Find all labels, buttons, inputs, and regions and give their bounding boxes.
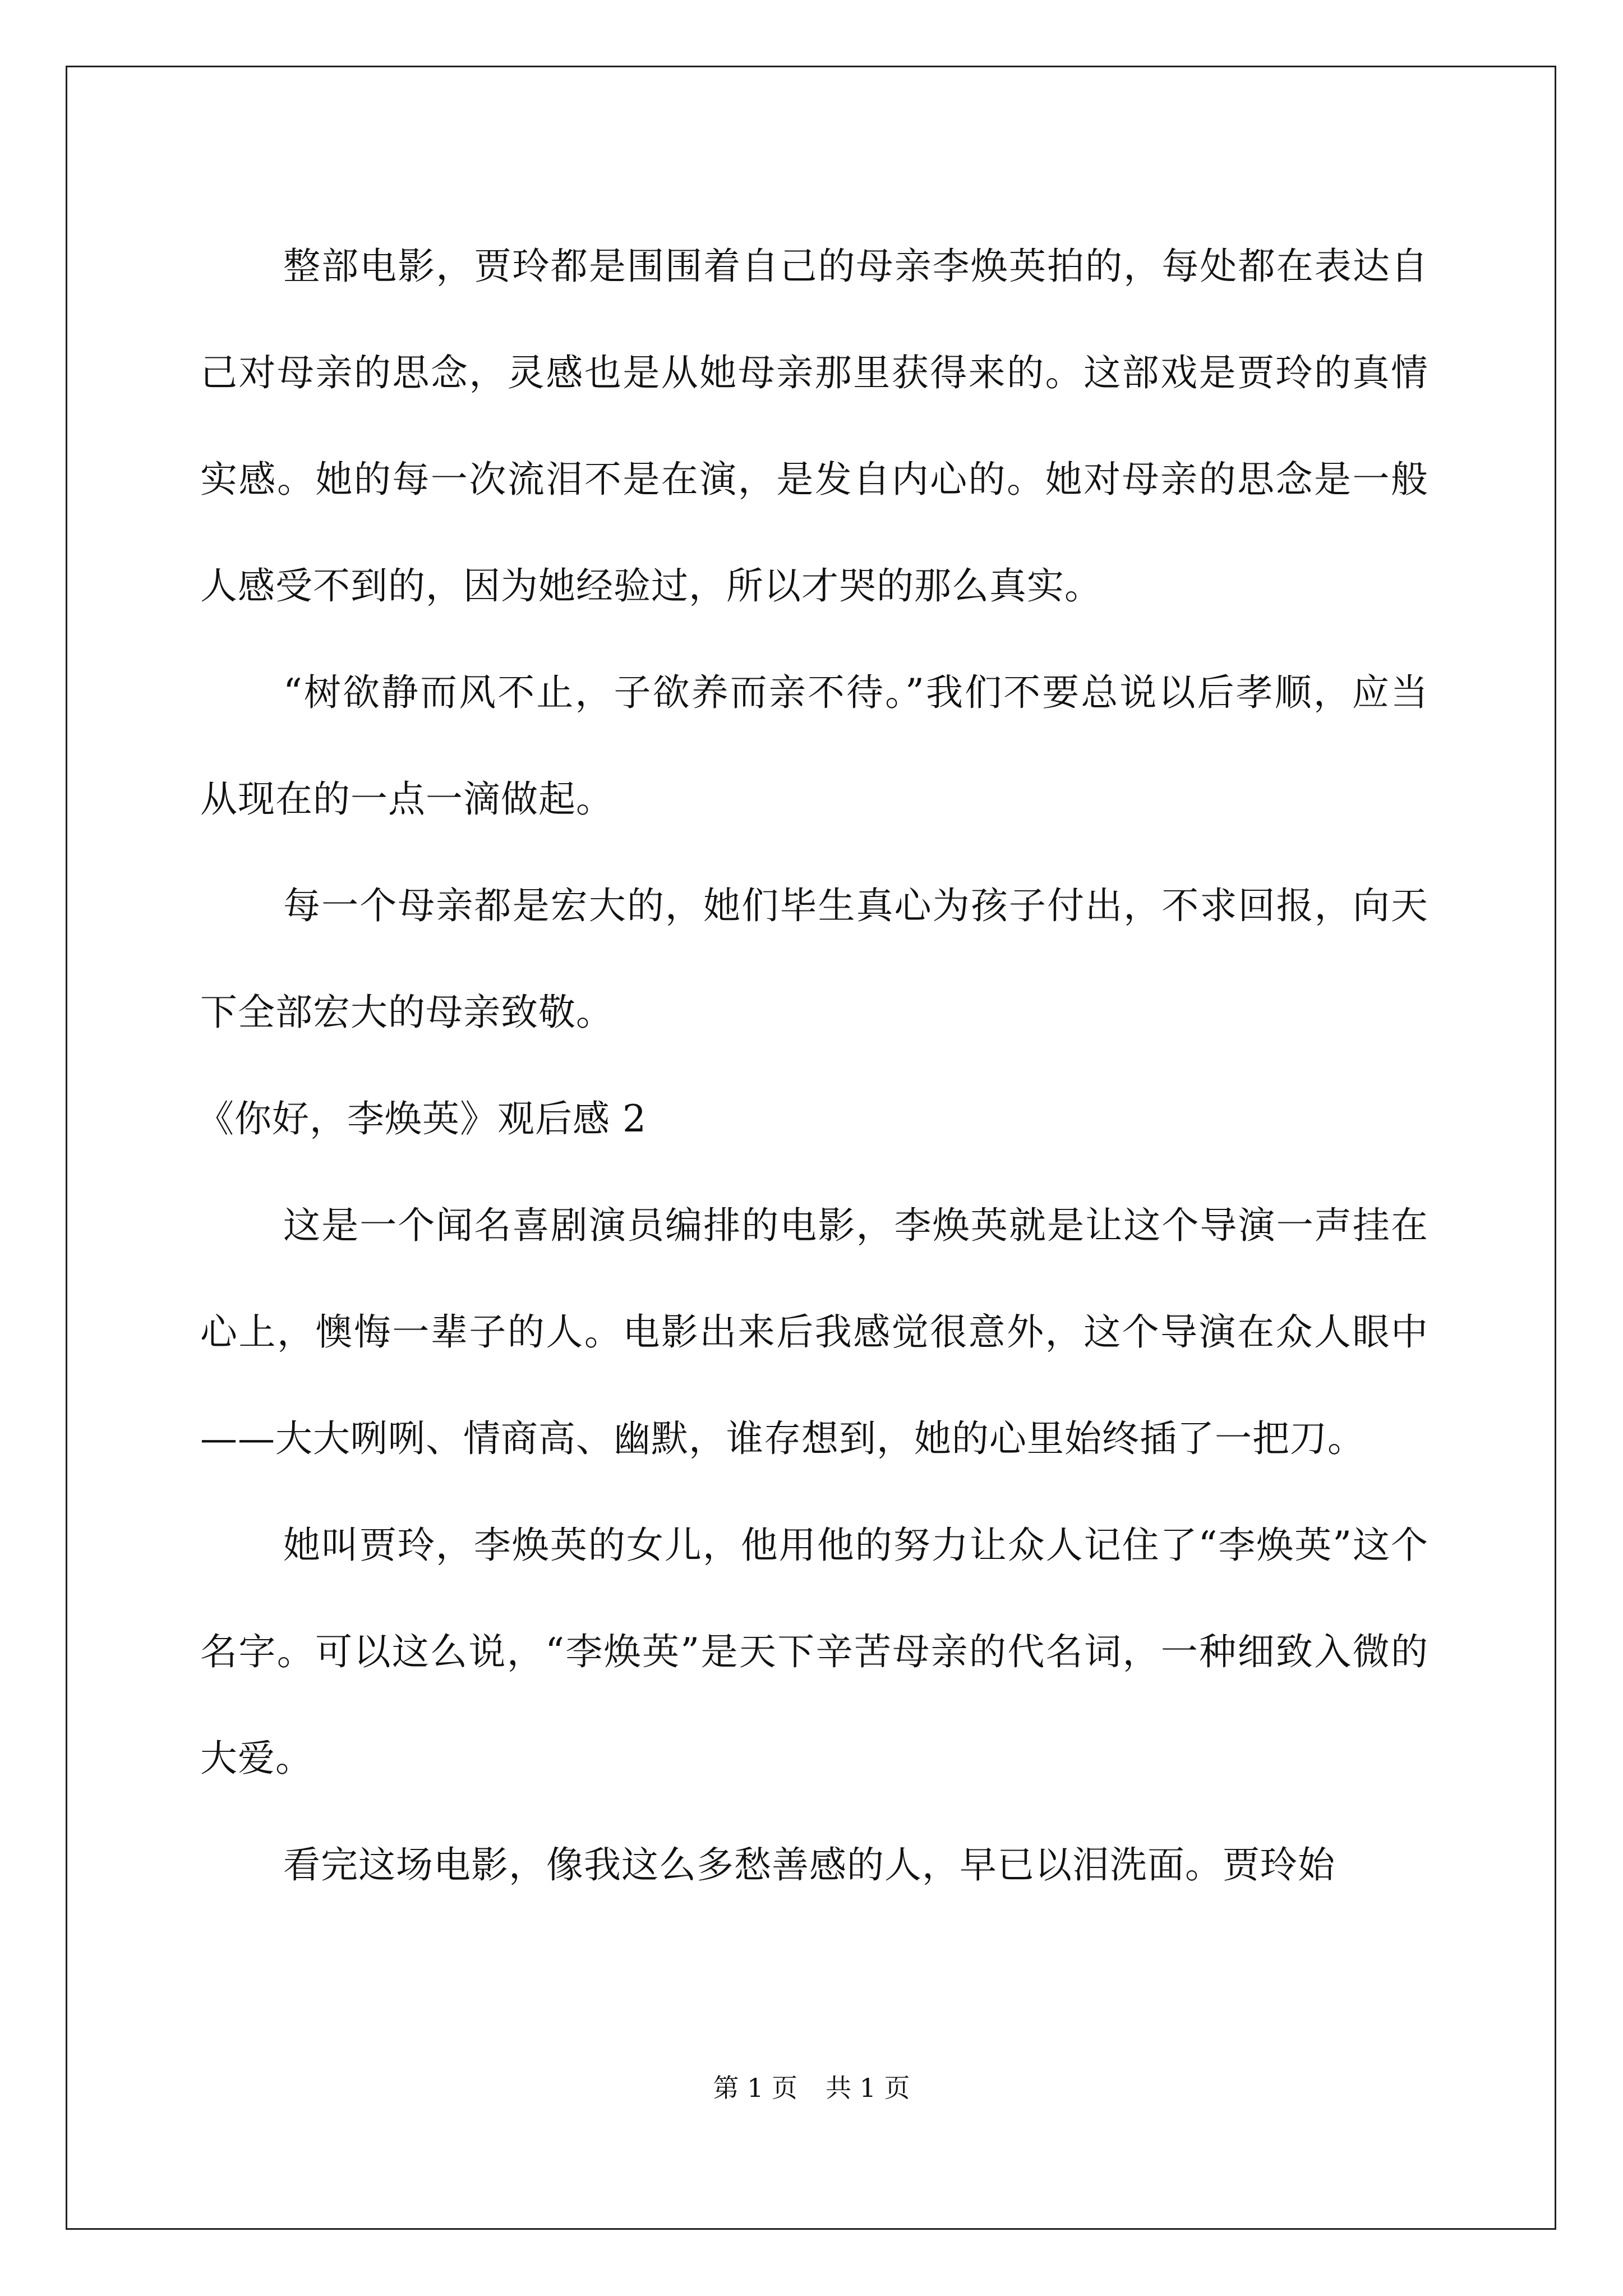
page-footer xyxy=(0,2071,1623,2105)
paragraph-6: 她叫贾玲，李焕英的女儿，他用他的努力让众人记住了“李焕英”这个名字。可以这么说，“李焕英”是天下辛苦母亲的代名词，一种细致入微的大爱。 xyxy=(200,1524,1428,1780)
paragraph-2: “树欲静而风不止，子欲养而亲不待。”我们不要总说以后孝顺，应当从现在的一点一滴做起。 xyxy=(200,671,1428,821)
paragraph-1: 整部电影，贾玲都是围围着自己的母亲李焕英拍的，每处都在表达自己对母亲的思念，灵感也是从她母亲那里获得来的。这部戏是贾玲的真情实感。她的每一次流泪不是在演，是发自内心的。她对母亲的思念是一般人感受不到的，因为她经验过，所以才哭的那么真实。 xyxy=(200,245,1428,608)
paragraph-5: 这是一个闻名喜剧演员编排的电影，李焕英就是让这个导演一声挂在心上，懊悔一辈子的人。电影出来后我感觉很意外，这个导演在众人眼中——大大咧咧、情商高、幽默，谁存想到，她的心里始终插了一把刀。 xyxy=(200,1204,1428,1460)
paragraph-3: 每一个母亲都是宏大的，她们毕生真心为孩子付出，不求回报，向天下全部宏大的母亲致敬。 xyxy=(200,884,1428,1034)
page-number: 第 1 页 xyxy=(713,2073,797,2103)
page-total: 共 1 页 xyxy=(826,2073,910,2103)
section-heading: 《你好，李焕英》观后感 2 xyxy=(197,1097,647,1140)
document-body xyxy=(197,213,1428,1918)
paragraph-7: 看完这场电影，像我这么多愁善感的人，早已以泪洗面。贾玲始 xyxy=(283,1843,1335,1887)
